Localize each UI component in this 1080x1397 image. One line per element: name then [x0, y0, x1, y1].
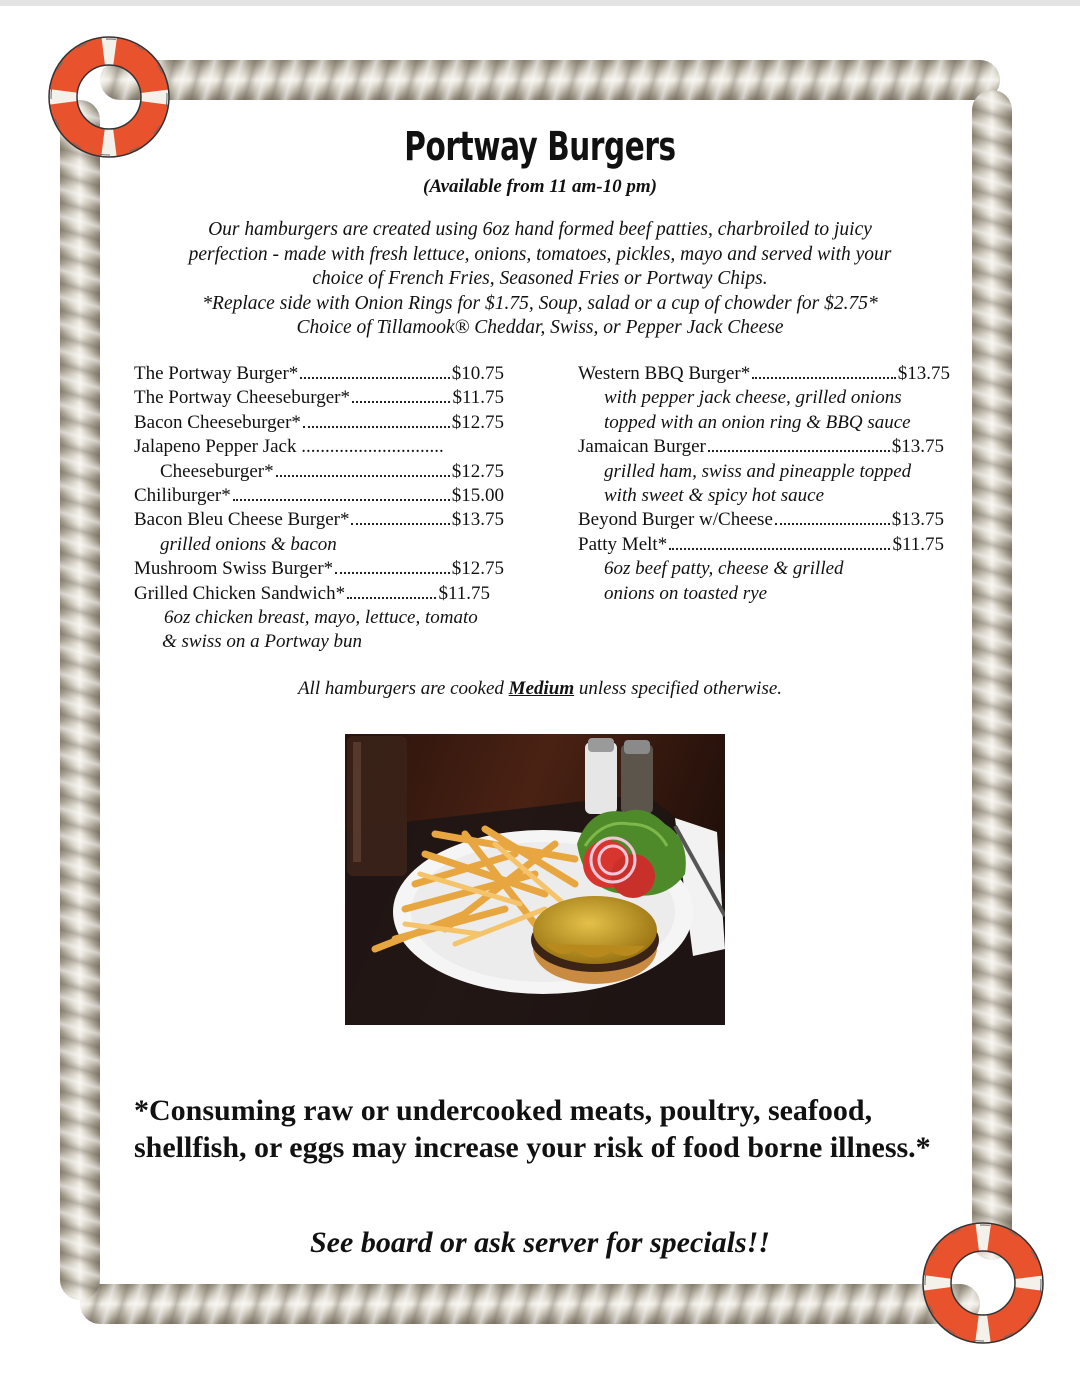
cooking-note-after: unless specified otherwise.	[574, 678, 783, 699]
item-description: with pepper jack cheese, grilled onions	[604, 387, 902, 409]
item-price: $15.00	[451, 485, 504, 507]
leader-dots	[347, 597, 436, 599]
item-price: $10.75	[451, 363, 504, 384]
item-name: Jamaican Burger	[578, 436, 706, 458]
cooking-note-medium: Medium	[508, 678, 575, 699]
item-name: Grilled Chicken Sandwich*	[134, 582, 346, 604]
item-price: $13.75	[891, 509, 944, 531]
item-description: with sweet & spicy hot sauce	[604, 485, 825, 507]
item-name: The Portway Burger*	[134, 363, 299, 384]
item-description: grilled ham, swiss and pineapple topped	[604, 460, 912, 482]
leader-dots	[351, 523, 449, 525]
item-price: $11.75	[438, 582, 490, 604]
item-description: & swiss on a Portway bun	[162, 631, 363, 653]
intro-line: *Replace side with Onion Rings for $1.75, Soup, salad or a cup of chowder for $2.75*	[202, 292, 878, 314]
rope-border-left	[60, 100, 100, 1300]
item-name: Patty Melt*	[578, 533, 668, 555]
item-name: Mushroom Swiss Burger*	[134, 558, 334, 580]
cooking-note-before: All hamburgers are cooked	[297, 678, 509, 699]
food-safety-warning: *Consuming raw or undercooked meats, poultry, seafood, shellfish, or eggs may increase your risk of food borne illness.*	[134, 1094, 931, 1164]
top-strip	[0, 0, 1080, 6]
item-name: Cheeseburger*	[160, 460, 274, 482]
menu-item	[134, 508, 504, 532]
menu-item	[134, 484, 504, 508]
item-price: $13.75	[897, 363, 950, 384]
intro-paragraph	[130, 218, 950, 341]
menu-item	[134, 362, 504, 386]
page-title: Portway Burgers	[404, 124, 676, 170]
rope-border-top	[100, 60, 1000, 100]
intro-line: Our hamburgers are created using 6oz hand formed beef patties, charbroiled to juicy	[208, 219, 872, 240]
burger-photo	[345, 734, 725, 1025]
intro-line: perfection - made with fresh lettuce, onions, tomatoes, pickles, mayo and served with your	[188, 243, 892, 265]
item-description: 6oz chicken breast, mayo, lettuce, tomato	[164, 607, 478, 629]
item-price: $12.75	[451, 411, 504, 433]
item-name: Chiliburger*	[134, 485, 231, 507]
rope-border-right	[972, 90, 1012, 1260]
menu-item	[134, 460, 504, 484]
leader-dots	[669, 548, 890, 550]
leader-dots	[303, 426, 450, 428]
menu-column-left	[134, 362, 504, 655]
item-name-line: Jalapeno Pepper Jack ..............................	[134, 436, 444, 458]
item-description: onions on toasted rye	[604, 582, 768, 604]
leader-dots	[276, 475, 450, 477]
menu-item	[134, 411, 504, 435]
cooking-note	[0, 678, 1080, 700]
item-price: $11.75	[452, 387, 504, 409]
leader-dots	[775, 523, 890, 525]
availability-text: (Available from 11 am-10 pm)	[423, 176, 657, 197]
leader-dots	[752, 377, 895, 379]
menu-item	[578, 435, 944, 459]
item-name: Western BBQ Burger*	[578, 363, 751, 384]
item-description: 6oz beef patty, cheese & grilled	[604, 558, 844, 580]
leader-dots	[300, 377, 449, 379]
intro-line: choice of French Fries, Seasoned Fries or Portway Chips.	[312, 268, 768, 289]
menu-item	[578, 362, 950, 386]
menu-column-right	[578, 362, 950, 606]
rope-border-bottom	[80, 1284, 980, 1324]
leader-dots	[335, 572, 450, 574]
item-price: $13.75	[451, 509, 504, 531]
item-name: Beyond Burger w/Cheese	[578, 509, 773, 531]
item-price: $12.75	[451, 558, 504, 580]
intro-line: Choice of Tillamook® Cheddar, Swiss, or Pepper Jack Cheese	[296, 317, 784, 338]
item-price: $13.75	[891, 436, 944, 458]
menu-item	[578, 533, 944, 557]
specials-note: See board or ask server for specials!!	[310, 1226, 770, 1259]
menu-item	[134, 386, 504, 410]
item-price: $11.75	[892, 533, 944, 555]
menu-item	[134, 582, 490, 606]
leader-dots	[708, 450, 890, 452]
leader-dots	[352, 401, 450, 403]
item-description: grilled onions & bacon	[160, 533, 337, 555]
menu-item	[578, 508, 944, 532]
item-name: The Portway Cheeseburger*	[134, 387, 350, 409]
item-name: Bacon Bleu Cheese Burger*	[134, 509, 350, 531]
item-description: topped with an onion ring & BBQ sauce	[604, 411, 911, 433]
item-name: Bacon Cheeseburger*	[134, 411, 301, 433]
leader-dots	[233, 499, 450, 501]
menu-item	[134, 557, 504, 581]
item-price: $12.75	[451, 460, 504, 482]
